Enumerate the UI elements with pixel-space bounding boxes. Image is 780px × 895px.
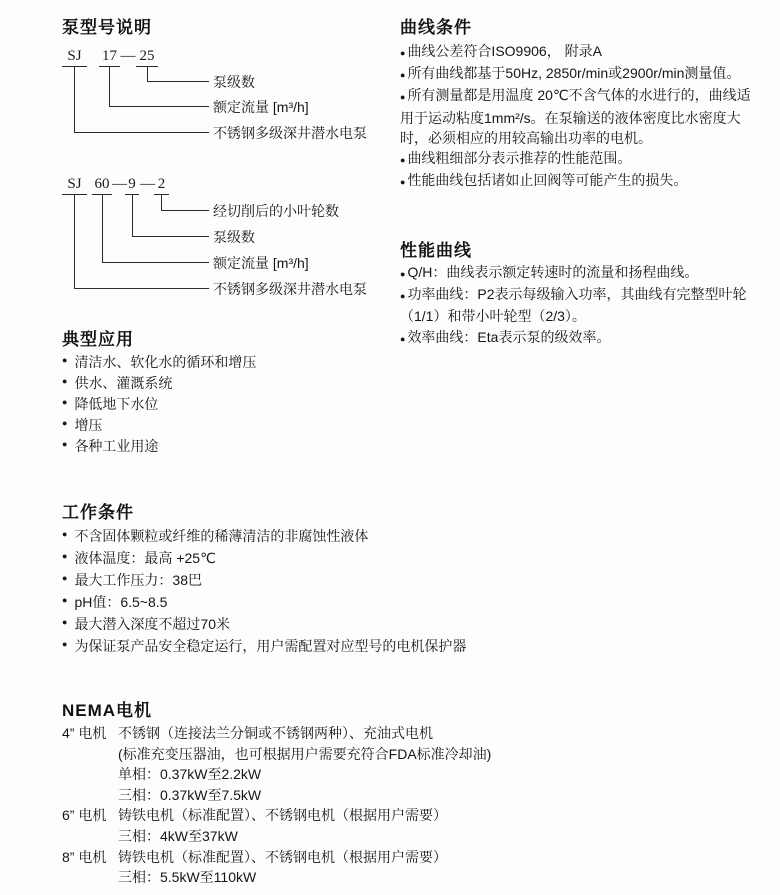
list-item (400, 170, 764, 192)
bullet-icon: ● (400, 155, 406, 166)
section-title-nema-motors: NEMA电机 (62, 701, 153, 720)
diagram-label-pump: 不锈钢多级深井潜水电泵 (213, 281, 367, 297)
code-segment-series: SJ (62, 48, 87, 67)
motor-spec-line: 三相：0.37kW至7.5kW (118, 786, 262, 803)
code-separator: — (140, 176, 155, 192)
working-conditions-list (62, 526, 542, 658)
list-item: ● 最大潜入深度不超过70米 (62, 614, 542, 636)
motor-spec-line: 不锈钢（连接法兰分铜或不锈钢两种）、充油式电机 (118, 725, 433, 741)
diagram-label-flow: 额定流量 [m³/h] (213, 99, 309, 115)
code-separator: — (112, 176, 127, 192)
motor-spec-line: 单相：0.37kW至2.2kW (118, 766, 262, 783)
list-item: ● 不含固体颗粒或纤维的稀薄清洁的非腐蚀性液体 (62, 526, 542, 548)
motor-spec-line: 铸铁电机（标准配置）、不锈钢电机（根据用户需要） (118, 848, 447, 865)
motor-size-label: 8” 电机 (62, 848, 107, 865)
code-segment-impellers: 2 (154, 176, 169, 195)
code-separator: — (120, 48, 136, 64)
section-title-applications: 典型应用 (62, 330, 134, 349)
list-item: ● 各种工业用途 (62, 436, 392, 457)
list-item: ● 最大工作压力：38巴 (62, 570, 542, 592)
list-item: ● 液体温度：最高 +25℃ (62, 548, 542, 570)
motor-spec-line: (标准充变压器油，也可根据用户需要充符合FDA标准冷却油) (118, 745, 492, 762)
applications-list (62, 352, 392, 457)
section-title-curve-conditions: 曲线条件 (400, 18, 472, 37)
performance-curves-list (400, 262, 764, 349)
list-item (400, 148, 764, 170)
nema-row-8inch (62, 847, 552, 888)
code-segment-stages: 25 (136, 48, 158, 67)
model-code-diagram-2 (62, 176, 374, 298)
code-segment-flow: 60 (92, 176, 112, 195)
bullet-icon: ● (400, 48, 406, 58)
list-item (400, 41, 764, 63)
list-item: ● 供水、灌溉系统 (62, 373, 392, 394)
bullet-icon: ● (400, 333, 406, 344)
list-item-text: 效率曲线：Eta表示泵的级效率。 (407, 328, 611, 345)
section-title-working-conditions: 工作条件 (62, 503, 134, 522)
connector-line (74, 194, 209, 289)
motor-description (118, 723, 552, 805)
code-segment-flow: 17 (99, 48, 120, 67)
model-code-diagram-1 (62, 48, 374, 146)
code-segment-series: SJ (62, 176, 87, 195)
nema-row-4inch (62, 723, 552, 805)
diagram-label-flow: 额定流量 [m³/h] (213, 255, 309, 271)
bullet-icon: ● (400, 92, 406, 103)
motor-size-label: 4” 电机 (62, 725, 107, 741)
code-segment-stages: 9 (125, 176, 139, 195)
list-item (400, 284, 764, 326)
motor-description (118, 847, 552, 888)
list-item: ● 清洁水、软化水的循环和增压 (62, 352, 392, 373)
list-item: ● 降低地下水位 (62, 394, 392, 415)
motor-spec-line: 三相：4kW至37kW (118, 827, 238, 844)
list-item (400, 262, 764, 284)
list-item: ● pH值：6.5~8.5 (62, 592, 542, 614)
connector-line (74, 66, 209, 133)
nema-motor-table (62, 723, 552, 888)
bullet-icon: ● (400, 269, 406, 279)
diagram-label-stages: 泵级数 (213, 229, 255, 245)
section-title-model: 泵型号说明 (62, 18, 152, 37)
curve-conditions-list (400, 41, 764, 192)
motor-description (118, 805, 552, 846)
list-item (400, 85, 764, 148)
list-item-text: 所有曲线都基于50Hz, 2850r/min或2900r/min测量值。 (407, 65, 741, 82)
bullet-icon: ● (400, 177, 406, 188)
list-item (400, 63, 764, 85)
section-title-performance-curves: 性能曲线 (400, 241, 472, 260)
list-item-text: 所有测量都是用温度 20℃不含气体的水进行的，曲线适用于运动粘度1mm²/s。在泵输送的液体密度比水密度大时，必须相应的用较高输出功率的电机。 (400, 87, 751, 146)
list-item-text: 曲线粗细部分表示推荐的性能范围。 (407, 150, 632, 167)
diagram-label-stages: 泵级数 (213, 74, 255, 90)
diagram-label-small-impellers: 经切削后的小叶轮数 (213, 203, 339, 219)
list-item (400, 327, 764, 349)
list-item-text: Q/H：曲线表示额定转速时的流量和扬程曲线。 (407, 264, 699, 280)
list-item-text: 功率曲线：P2表示每级输入功率，其曲线有完整型叶轮（1/1）和带小叶轮型（2/3）。 (400, 286, 747, 325)
bullet-icon: ● (400, 291, 406, 302)
nema-row-6inch (62, 805, 552, 846)
motor-size-label: 6” 电机 (62, 807, 107, 824)
diagram-label-pump: 不锈钢多级深井潜水电泵 (213, 125, 367, 141)
list-item-text: 性能曲线包括诸如止回阀等可能产生的损失。 (407, 172, 688, 189)
motor-spec-line: 三相：5.5kW至110kW (118, 869, 257, 886)
list-item-text: 曲线公差符合ISO9906， 附录A (407, 43, 602, 59)
list-item: ● 为保证泵产品安全稳定运行，用户需配置对应型号的电机保护器 (62, 636, 542, 658)
list-item: ● 增压 (62, 415, 392, 436)
motor-spec-line: 铸铁电机（标准配置）、不锈钢电机（根据用户需要） (118, 807, 447, 824)
bullet-icon: ● (400, 70, 406, 81)
